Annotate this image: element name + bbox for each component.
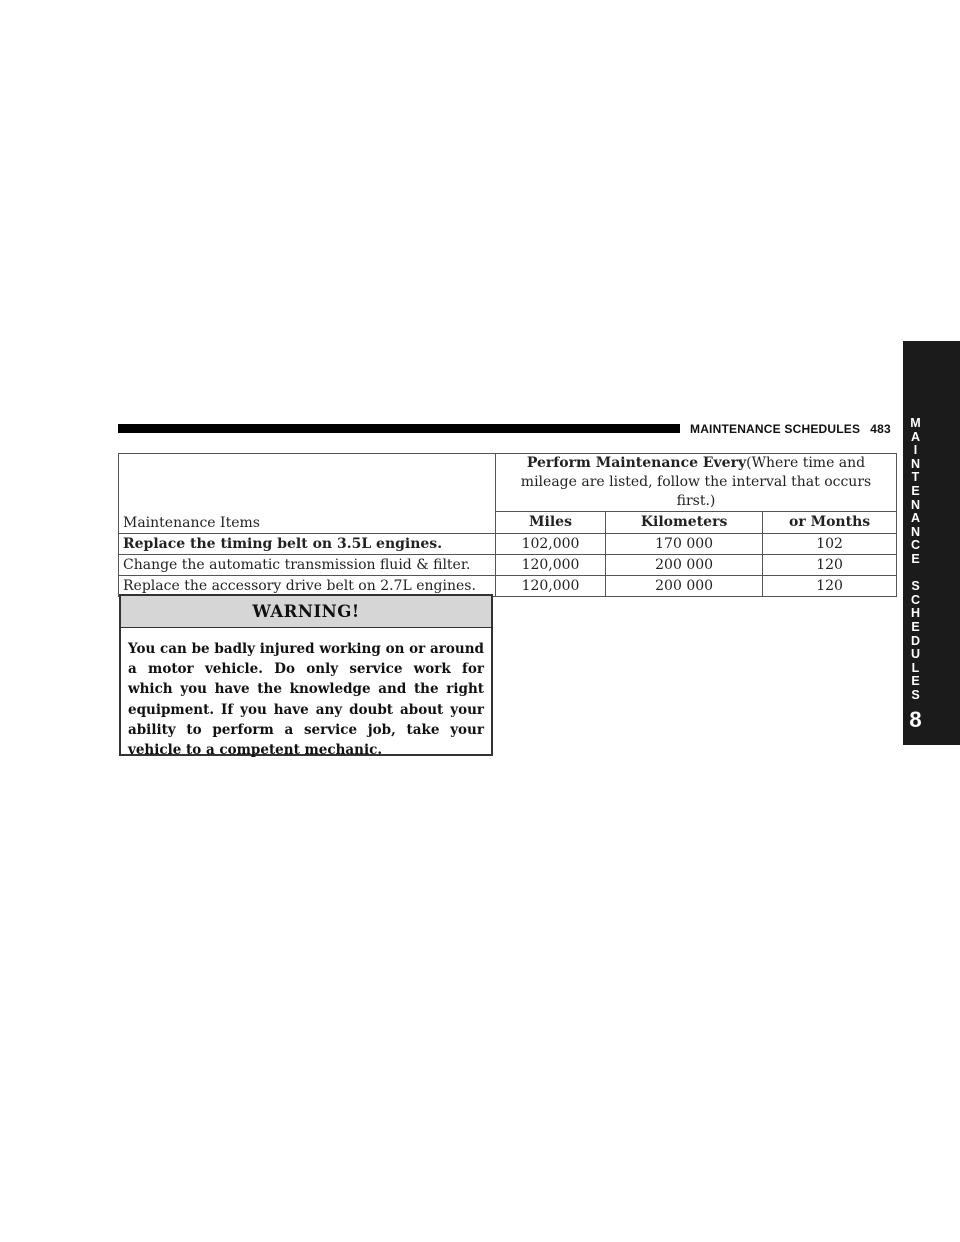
side-tab-spacer (903, 567, 928, 581)
item-cell: Replace the accessory drive belt on 2.7L engines. (119, 576, 496, 597)
kilometers-cell: 200 000 (606, 555, 763, 576)
side-tab-letter: N (910, 524, 921, 539)
perform-maintenance-header (496, 454, 897, 512)
side-tab-letter: E (911, 483, 920, 498)
side-tab-letter: N (910, 497, 921, 512)
miles-cell: 120,000 (496, 576, 606, 597)
miles-cell: 102,000 (496, 534, 606, 555)
side-tab-letter: E (911, 551, 920, 566)
side-tab-letter: E (911, 674, 920, 689)
running-head (690, 421, 891, 437)
miles-header: Miles (496, 512, 606, 534)
side-tab-letter: S (911, 687, 920, 702)
side-tab-letter: S (911, 579, 920, 594)
table-header-row (119, 454, 897, 512)
table-row (119, 555, 897, 576)
months-header: or Months (763, 512, 897, 534)
header-rule (118, 424, 680, 433)
side-tab-letter: I (913, 443, 918, 458)
side-tab-letter: T (911, 470, 920, 485)
side-tab-letter: C (910, 592, 921, 607)
side-tab-letter: N (910, 456, 921, 471)
maintenance-schedule-table (118, 453, 897, 597)
chapter-number: 8 (909, 707, 922, 732)
side-tab-letter: E (911, 619, 920, 634)
warning-text: You can be badly injured working on or around a motor vehicle. Do only service work for which you have the knowledge and the right equipment. If you have any doubt about your ability to perform a service job, take your vehicle to a competent mechanic. (128, 641, 484, 759)
months-cell: 120 (763, 576, 897, 597)
kilometers-cell: 170 000 (606, 534, 763, 555)
table-row (119, 534, 897, 555)
kilometers-cell: 200 000 (606, 576, 763, 597)
side-tab-letters (903, 417, 928, 702)
section-title: MAINTENANCE SCHEDULES (690, 422, 861, 436)
page-number: 483 (870, 422, 891, 436)
perform-maintenance-note: (Where time and mileage are listed, follow the interval that occurs first.) (520, 455, 872, 509)
side-tab-letter: H (910, 606, 921, 621)
item-cell: Replace the timing belt on 3.5L engines. (119, 534, 496, 555)
warning-box (119, 594, 493, 759)
side-tab-letter: D (910, 633, 921, 648)
side-tab-letter: U (910, 647, 921, 662)
chapter-side-tab (903, 341, 960, 745)
kilometers-header: Kilometers (606, 512, 763, 534)
months-cell: 120 (763, 555, 897, 576)
side-tab-letter: C (910, 538, 921, 553)
miles-cell: 120,000 (496, 555, 606, 576)
side-tab-letter: M (910, 416, 921, 430)
perform-maintenance-label: Perform Maintenance Every (526, 455, 747, 471)
side-tab-letter: A (910, 429, 921, 444)
warning-title: WARNING! (121, 596, 491, 628)
side-tab-letter: L (911, 660, 920, 675)
months-cell: 102 (763, 534, 897, 555)
item-cell: Change the automatic transmission fluid & filter. (119, 555, 496, 576)
maintenance-items-header: Maintenance Items (119, 454, 496, 534)
side-tab-letter: A (910, 511, 921, 526)
